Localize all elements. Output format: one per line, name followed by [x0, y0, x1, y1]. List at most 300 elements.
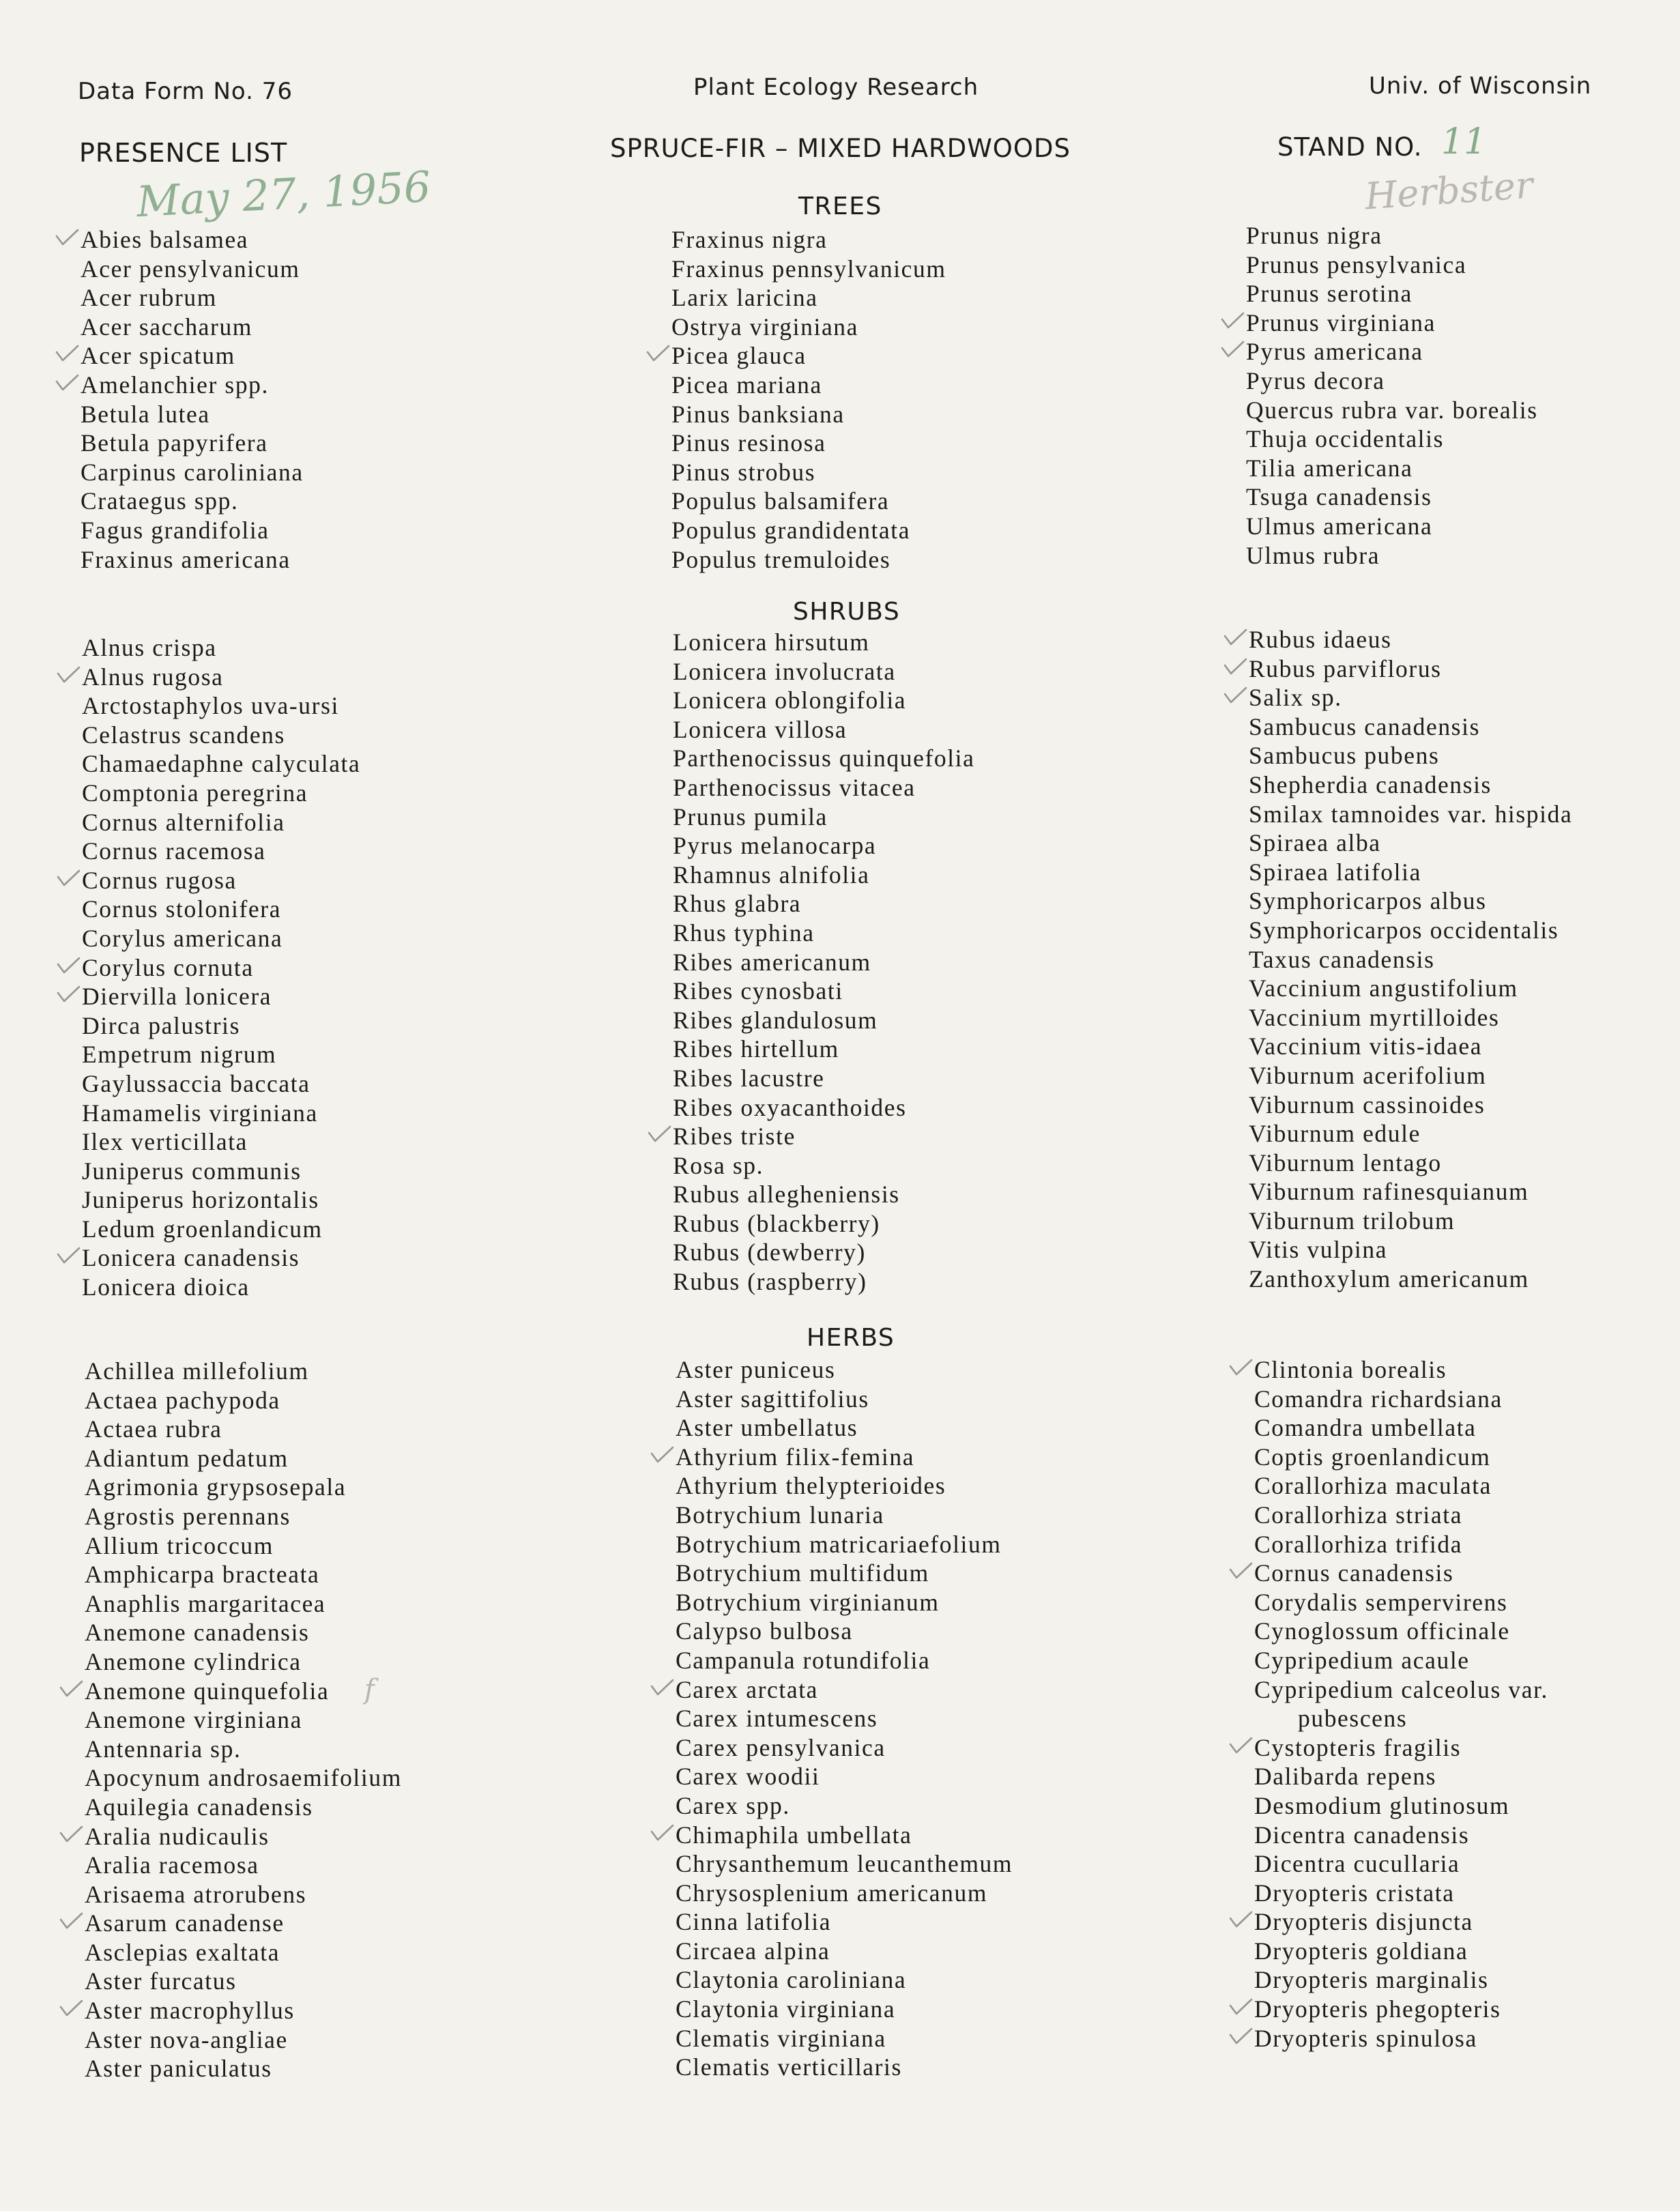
species-name: Populus grandidentata	[671, 516, 911, 544]
species-name: Viburnum cassinoides	[1249, 1090, 1486, 1118]
species-item	[85, 1473, 402, 1502]
species-item	[1249, 828, 1572, 858]
species-name: Sambucus canadensis	[1249, 712, 1480, 740]
pencil-checkmark-icon	[647, 1125, 671, 1144]
species-name: Ribes oxyacanthoides	[673, 1093, 907, 1121]
species-item	[1249, 858, 1572, 887]
species-name: Viburnum acerifolium	[1249, 1061, 1487, 1089]
species-item	[671, 429, 946, 458]
species-item	[81, 225, 304, 255]
species-name: Ribes glandulosum	[673, 1006, 878, 1034]
species-item	[1254, 1733, 1548, 1763]
species-name: Rubus idaeus	[1249, 626, 1392, 653]
species-name: Dryopteris marginalis	[1254, 1966, 1489, 1994]
name-handwritten: Herbster	[1363, 163, 1535, 218]
species-item	[82, 749, 360, 779]
species-item	[1246, 308, 1538, 338]
section-shrubs: SHRUBS	[793, 598, 901, 626]
species-item	[1249, 1119, 1572, 1148]
species-item	[676, 1385, 1013, 1414]
species-item	[673, 628, 975, 657]
species-name: Cypripedium acaule	[1254, 1646, 1470, 1674]
species-name: Rubus (blackberry)	[673, 1209, 880, 1237]
species-item	[673, 715, 975, 745]
species-item	[673, 1151, 975, 1181]
species-item	[1254, 1646, 1548, 1675]
species-item	[81, 400, 304, 429]
species-item	[1254, 1355, 1548, 1385]
species-item	[82, 779, 360, 808]
species-item	[676, 1907, 1013, 1937]
pencil-checkmark-icon	[56, 665, 81, 684]
species-name: Rubus (dewberry)	[673, 1239, 866, 1267]
pencil-checkmark-icon	[59, 1825, 83, 1844]
species-item	[1249, 1265, 1572, 1294]
species-name: Cypripedium calceolus var.	[1254, 1675, 1549, 1703]
species-item	[1246, 482, 1538, 512]
pencil-checkmark-icon	[1223, 628, 1247, 647]
species-item	[1254, 1879, 1548, 1908]
species-item	[676, 1617, 1013, 1646]
species-item	[85, 2054, 402, 2083]
species-name: Asclepias exaltata	[85, 1938, 280, 1966]
species-name: Anemone virginiana	[85, 1706, 302, 1734]
pencil-checkmark-icon	[1228, 1997, 1253, 2017]
species-name: Chimaphila umbellata	[676, 1821, 912, 1849]
species-item	[1246, 337, 1538, 366]
species-name: Corallorhiza striata	[1254, 1501, 1463, 1529]
species-name: Ribes americanum	[673, 948, 871, 976]
species-item	[85, 1967, 402, 1996]
species-item	[673, 773, 975, 803]
species-name: Dicentra canadensis	[1254, 1821, 1470, 1849]
species-item	[673, 657, 975, 687]
species-item	[85, 1357, 402, 1386]
species-item	[676, 1937, 1013, 1966]
pencil-checkmark-icon	[55, 228, 79, 247]
pencil-checkmark-icon	[650, 1678, 674, 1697]
species-name: Actaea pachypoda	[85, 1386, 280, 1414]
pencil-mark: f	[364, 1673, 376, 1705]
species-name: Vaccinium vitis-idaea	[1249, 1032, 1483, 1060]
species-item	[673, 1209, 975, 1239]
species-item	[82, 1011, 360, 1041]
species-name: Botrychium virginianum	[676, 1588, 940, 1616]
species-name: Alnus crispa	[82, 634, 217, 661]
species-item	[85, 2025, 402, 2055]
species-item	[1254, 1443, 1548, 1472]
species-name: Acer pensylvanicum	[81, 255, 300, 283]
species-item	[85, 1851, 402, 1880]
pencil-checkmark-icon	[1220, 340, 1245, 359]
species-name: Clintonia borealis	[1254, 1356, 1447, 1383]
species-name: Clematis verticillaris	[676, 2053, 902, 2081]
species-item	[1254, 1965, 1548, 1995]
species-name: Actaea rubra	[85, 1415, 222, 1443]
species-item	[673, 1180, 975, 1209]
species-name: Cystopteris fragilis	[1254, 1733, 1462, 1761]
species-item	[82, 1157, 360, 1186]
species-item	[676, 1704, 1013, 1733]
species-name: Comptonia peregrina	[82, 779, 308, 807]
species-item	[81, 516, 304, 545]
species-item	[673, 1122, 975, 1151]
species-name: Corallorhiza maculata	[1254, 1472, 1492, 1500]
species-name: Anemone cylindrica	[85, 1647, 302, 1675]
species-name: Smilax tamnoides var. hispida	[1249, 800, 1573, 828]
species-item	[81, 283, 304, 313]
species-name: Fraxinus nigra	[671, 226, 828, 253]
pencil-checkmark-icon	[1223, 686, 1247, 705]
species-name: Carex intumescens	[676, 1705, 878, 1733]
species-name: Populus balsamifera	[671, 487, 890, 515]
species-item	[85, 1502, 402, 1531]
pencil-checkmark-icon	[1223, 657, 1247, 676]
species-item	[1254, 1762, 1548, 1791]
species-name: Aster macrophyllus	[85, 1997, 295, 2025]
species-name: Aster furcatus	[85, 1967, 237, 1995]
species-name: Rubus (raspberry)	[673, 1268, 867, 1296]
species-item	[85, 1822, 402, 1851]
species-name: Achillea millefolium	[85, 1357, 309, 1385]
species-item	[1246, 454, 1538, 483]
pencil-checkmark-icon	[55, 344, 79, 363]
species-name: Symphoricarpos occidentalis	[1249, 916, 1559, 944]
species-item	[85, 1560, 402, 1589]
species-item	[1246, 424, 1538, 454]
species-name: Juniperus communis	[82, 1157, 302, 1185]
species-item	[671, 487, 946, 516]
species-item	[671, 341, 946, 371]
species-name: Rosa sp.	[673, 1151, 764, 1179]
species-item	[85, 1386, 402, 1415]
species-name: Aster nova-angliae	[85, 2025, 288, 2053]
species-item	[82, 1040, 360, 1069]
species-item	[673, 1238, 975, 1267]
species-name: Apocynum androsaemifolium	[85, 1764, 402, 1792]
species-name: Alnus rugosa	[82, 663, 224, 691]
species-name: Ostrya virginiana	[671, 313, 859, 341]
species-item	[676, 1471, 1013, 1501]
species-item	[673, 977, 975, 1006]
species-item	[676, 1849, 1013, 1879]
species-name: Athyrium filix-femina	[676, 1443, 915, 1471]
pencil-checkmark-icon	[1228, 1561, 1253, 1580]
species-name: Larix laricina	[671, 284, 818, 312]
species-name: Tilia americana	[1246, 454, 1413, 482]
species-name: Desmodium glutinosum	[1254, 1791, 1510, 1819]
species-item	[82, 1215, 360, 1244]
form-number: Data Form No. 76	[78, 78, 293, 105]
species-item	[85, 1880, 402, 1909]
species-name: Circaea alpina	[676, 1937, 830, 1965]
species-item	[1249, 741, 1572, 770]
herbs-col3	[1254, 1355, 1548, 2053]
species-item	[82, 895, 360, 924]
species-item	[673, 803, 975, 832]
species-name: Viburnum rafinesquianum	[1249, 1178, 1529, 1206]
species-name: Ribes lacustre	[673, 1064, 825, 1092]
species-name: Lonicera canadensis	[82, 1244, 300, 1272]
species-name: Pyrus melanocarpa	[673, 832, 877, 860]
species-item	[1249, 800, 1572, 829]
species-name: Parthenocissus vitacea	[673, 773, 916, 801]
species-name: Chamaedaphne calyculata	[82, 750, 361, 778]
species-name: Spiraea latifolia	[1249, 858, 1421, 886]
species-name: Lonicera dioica	[82, 1273, 250, 1301]
species-name: Salix sp.	[1249, 684, 1342, 712]
pencil-checkmark-icon	[56, 869, 81, 888]
species-name: Carex pensylvanica	[676, 1733, 886, 1761]
species-item	[1249, 1148, 1572, 1178]
species-item	[81, 341, 304, 371]
species-name: Diervilla lonicera	[82, 983, 272, 1011]
species-item	[1246, 396, 1538, 425]
species-item	[1254, 1617, 1548, 1646]
species-item	[673, 686, 975, 715]
species-name: Corylus cornuta	[82, 953, 254, 981]
species-name: Fraxinus americana	[81, 545, 291, 573]
species-name: Botrychium lunaria	[676, 1501, 884, 1529]
species-name: Tsuga canadensis	[1246, 483, 1432, 511]
species-item	[1254, 1501, 1548, 1530]
species-name: Pinus banksiana	[671, 400, 845, 428]
species-name: Viburnum lentago	[1249, 1148, 1442, 1176]
species-item	[85, 1705, 402, 1735]
species-item	[82, 808, 360, 837]
species-item	[1249, 1235, 1572, 1265]
species-name: Ribes triste	[673, 1123, 796, 1151]
species-item	[671, 458, 946, 487]
pencil-checkmark-icon	[646, 344, 670, 363]
pencil-checkmark-icon	[56, 985, 81, 1004]
species-name: Anaphlis margaritacea	[85, 1589, 326, 1617]
species-item	[676, 1879, 1013, 1908]
species-item	[671, 516, 946, 545]
species-item	[81, 458, 304, 487]
species-item	[673, 1006, 975, 1035]
trees-col1	[81, 225, 304, 574]
list-title: PRESENCE LIST	[79, 138, 288, 168]
species-item	[1246, 541, 1538, 570]
species-name: Shepherdia canadensis	[1249, 770, 1492, 798]
trees-col2	[671, 225, 946, 574]
species-item	[676, 1501, 1013, 1530]
species-item	[676, 1821, 1013, 1850]
species-name: Fraxinus pennsylvanicum	[671, 255, 946, 283]
species-name: Rhus typhina	[673, 919, 815, 946]
species-name: Dalibarda repens	[1254, 1763, 1437, 1791]
species-item	[1254, 1849, 1548, 1879]
species-name: Symphoricarpos albus	[1249, 887, 1487, 915]
species-name: Claytonia virginiana	[676, 1995, 896, 2023]
species-name: Aquilegia canadensis	[85, 1793, 313, 1821]
pencil-checkmark-icon	[1228, 2027, 1253, 2046]
species-item	[1254, 1471, 1548, 1501]
species-item	[1246, 366, 1538, 396]
species-item	[82, 982, 360, 1011]
species-item	[82, 953, 360, 983]
species-name: Dirca palustris	[82, 1011, 241, 1039]
species-name: Claytonia caroliniana	[676, 1966, 907, 1994]
species-item	[676, 1443, 1013, 1472]
species-name: Pinus strobus	[671, 458, 816, 486]
species-name: Comandra richardsiana	[1254, 1385, 1503, 1413]
species-name: Comandra umbellata	[1254, 1414, 1477, 1442]
species-item	[1254, 1559, 1548, 1588]
species-name: Betula lutea	[81, 400, 210, 428]
species-name: Pinus resinosa	[671, 429, 826, 457]
species-item	[673, 889, 975, 919]
species-item	[676, 1646, 1013, 1675]
species-name: Rubus allegheniensis	[673, 1181, 900, 1209]
species-name: Prunus pumila	[673, 803, 828, 830]
species-item	[85, 1444, 402, 1473]
species-name: Antennaria sp.	[85, 1735, 242, 1763]
species-item	[82, 1185, 360, 1215]
species-item	[671, 371, 946, 400]
species-item	[82, 1099, 360, 1128]
species-item	[81, 255, 304, 284]
species-name: Dryopteris spinulosa	[1254, 2024, 1477, 2052]
species-name: Calypso bulbosa	[676, 1617, 853, 1645]
species-name: Aster paniculatus	[85, 2055, 272, 2083]
species-name: Coptis groenlandicum	[1254, 1443, 1491, 1471]
species-item	[676, 1791, 1013, 1821]
species-item	[85, 1763, 402, 1793]
pencil-checkmark-icon	[650, 1445, 674, 1464]
species-item	[82, 691, 360, 721]
species-name: Rhus glabra	[673, 890, 802, 918]
species-item	[1249, 945, 1572, 974]
species-name: Carpinus caroliniana	[81, 458, 304, 486]
species-name: Ledum groenlandicum	[82, 1215, 323, 1243]
species-name: Carex spp.	[676, 1791, 790, 1819]
species-item	[1254, 2024, 1548, 2053]
species-name: Prunus nigra	[1246, 222, 1382, 249]
species-name: Cornus alternifolia	[82, 808, 285, 836]
species-name: Gaylussaccia baccata	[82, 1069, 310, 1097]
species-name: Crataegus spp.	[81, 487, 239, 515]
species-item	[1254, 1995, 1548, 2024]
species-item	[1249, 1003, 1572, 1032]
species-name: Populus tremuloides	[671, 545, 891, 573]
species-name: Ribes hirtellum	[673, 1035, 839, 1063]
species-name: Prunus pensylvanica	[1246, 250, 1467, 278]
species-item	[1246, 279, 1538, 308]
species-name: Athyrium thelypterioides	[676, 1472, 946, 1500]
species-name: Celastrus scandens	[82, 721, 285, 749]
species-name: Vaccinium angustifolium	[1249, 974, 1518, 1002]
trees-col3	[1246, 221, 1538, 570]
species-item	[673, 1064, 975, 1093]
species-name: Thuja occidentalis	[1246, 425, 1445, 453]
species-item	[676, 1559, 1013, 1588]
species-item	[1249, 1032, 1572, 1061]
species-item	[1249, 916, 1572, 945]
pencil-checkmark-icon	[1220, 311, 1245, 330]
species-name: Aralia racemosa	[85, 1851, 259, 1879]
species-name: Spiraea alba	[1249, 829, 1381, 857]
species-name: Acer saccharum	[81, 313, 253, 341]
species-name: Rhamnus alnifolia	[673, 861, 870, 888]
species-item	[1249, 683, 1572, 712]
species-item	[1249, 712, 1572, 742]
species-item	[1249, 1061, 1572, 1090]
species-name: Hamamelis virginiana	[82, 1099, 318, 1127]
species-name: Arctostaphylos uva-ursi	[82, 692, 339, 720]
species-item	[676, 1675, 1013, 1705]
species-item	[82, 837, 360, 866]
species-name: Prunus virginiana	[1246, 308, 1436, 336]
species-item	[1246, 221, 1538, 250]
species-name: Carex arctata	[676, 1675, 819, 1703]
species-name: Aster puniceus	[676, 1356, 836, 1383]
species-name: Lonicera involucrata	[673, 657, 896, 685]
university: Univ. of Wisconsin	[1369, 72, 1592, 100]
species-item	[85, 1938, 402, 1967]
section-herbs: HERBS	[807, 1324, 895, 1352]
species-item	[1254, 1530, 1548, 1559]
species-name: Pyrus decora	[1246, 366, 1385, 394]
species-item	[673, 861, 975, 890]
species-name: Picea mariana	[671, 371, 822, 399]
species-item	[85, 1531, 402, 1561]
date-handwritten: May 27, 1956	[135, 161, 432, 227]
species-name: Fagus grandifolia	[81, 516, 270, 544]
species-name: Carex woodii	[676, 1763, 820, 1791]
species-name: Parthenocissus quinquefolia	[673, 745, 975, 772]
species-item	[673, 919, 975, 948]
species-name: Dicentra cucullaria	[1254, 1850, 1460, 1878]
species-item	[85, 1415, 402, 1444]
stand-label: STAND NO.	[1277, 132, 1423, 162]
species-name: Aralia nudicaulis	[85, 1822, 270, 1850]
species-name: Amelanchier spp.	[81, 371, 269, 399]
species-name: Clematis virginiana	[676, 2024, 886, 2052]
species-name: pubescens	[1298, 1705, 1408, 1733]
species-item	[671, 283, 946, 313]
community-title: SPRUCE-FIR – MIXED HARDWOODS	[610, 134, 1071, 163]
species-name: Acer rubrum	[81, 284, 217, 312]
species-name: Dryopteris cristata	[1254, 1879, 1455, 1907]
species-name: Zanthoxylum americanum	[1249, 1265, 1529, 1293]
species-name: Empetrum nigrum	[82, 1041, 277, 1069]
species-name: Pyrus americana	[1246, 338, 1423, 366]
species-item	[1249, 625, 1572, 654]
species-name: Aster umbellatus	[676, 1414, 858, 1442]
species-item	[82, 721, 360, 750]
pencil-checkmark-icon	[55, 373, 79, 392]
pencil-checkmark-icon	[59, 1911, 83, 1931]
shrubs-col2	[673, 628, 975, 1297]
species-item	[1249, 886, 1572, 916]
species-name: Chrysosplenium americanum	[676, 1879, 988, 1907]
species-item	[676, 1413, 1013, 1443]
species-item	[1254, 1907, 1548, 1937]
species-name: Arisaema atrorubens	[85, 1880, 307, 1908]
species-item	[82, 866, 360, 895]
species-item	[671, 255, 946, 284]
species-name-continuation	[1254, 1704, 1548, 1733]
species-item	[85, 1589, 402, 1619]
species-item	[676, 1965, 1013, 1995]
species-name: Asarum canadense	[85, 1909, 285, 1937]
species-item	[676, 1588, 1013, 1617]
species-item	[1249, 1206, 1572, 1236]
species-item	[676, 1762, 1013, 1791]
species-item	[82, 663, 360, 692]
